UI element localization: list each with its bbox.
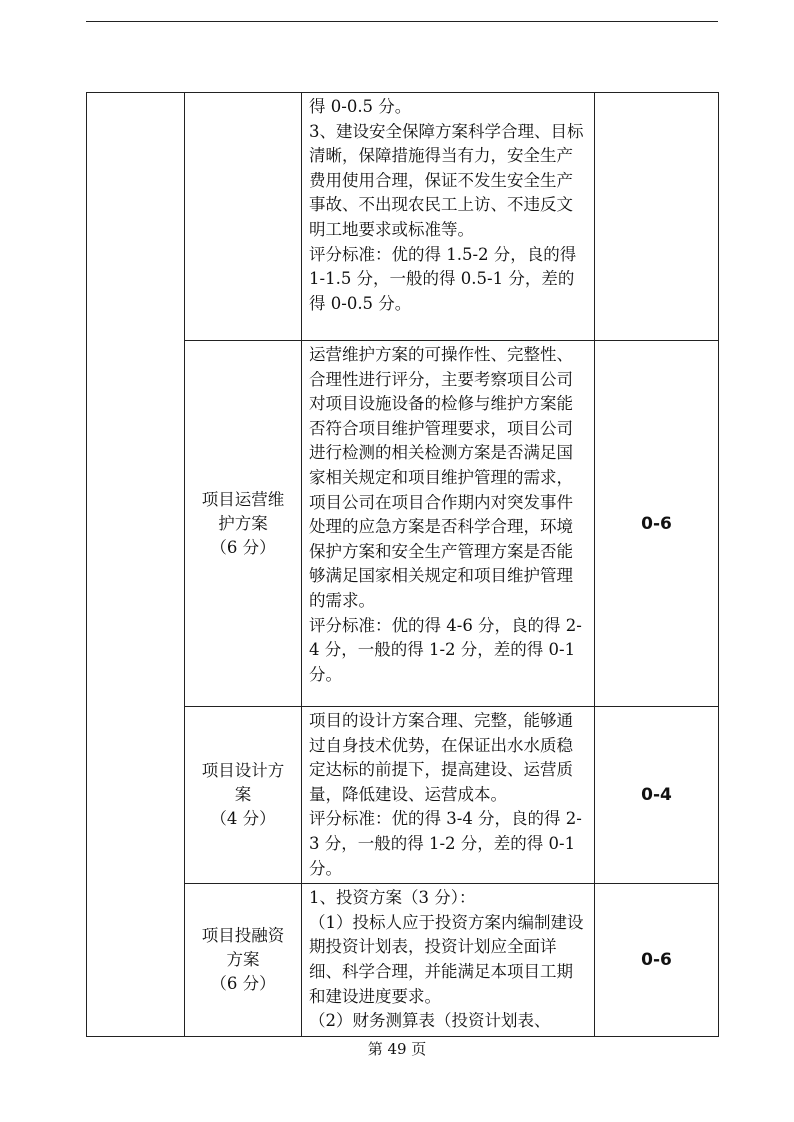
- content-paragraph: 评分标准：优的得 4-6 分，良的得 2-4 分，一般的得 1-2 分，差的得 0-1 分。: [309, 615, 582, 684]
- criterion-line: 方案: [226, 949, 260, 969]
- score-cell: 0-6: [595, 341, 719, 707]
- criterion-line: （6 分）: [210, 973, 276, 993]
- page-number: 第 49 页: [367, 1040, 427, 1058]
- criterion-cell: [185, 341, 302, 707]
- criterion-cell: [185, 707, 302, 884]
- content-cell: [302, 341, 595, 707]
- content-paragraph: 1、投资方案（3 分）：: [309, 888, 476, 908]
- criterion-cell: [185, 93, 302, 341]
- table-row: [87, 93, 719, 341]
- criterion-line: 项目投融资: [201, 925, 285, 945]
- score-cell: 0-6: [595, 884, 719, 1037]
- content-paragraph: （2）财务测算表（投资计划表、: [309, 1011, 551, 1031]
- content-paragraph: 3、建设安全保障方案科学合理、目标清晰，保障措施得当有力，安全生产费用使用合理，保证不发生安全生产事故、不出现农民工上访、不违反文明工地要求或标准等。: [309, 121, 584, 239]
- score-cell: 0-4: [595, 707, 719, 884]
- criterion-line: 项目设计方: [201, 761, 285, 781]
- criterion-line: 案: [234, 785, 252, 805]
- criterion-line: 项目运营维: [201, 489, 285, 509]
- content-paragraph: 得 0-0.5 分。: [309, 97, 412, 116]
- content-paragraph: 运营维护方案的可操作性、完整性、合理性进行评分，主要考察项目公司对项目设施设备的检修与维护方案能否符合项目维护管理要求，项目公司进行检测的相关检测方案是否满足国家相关规定和项目维护管理的需求，项目公司在项目合作期内对突发事件处理的应急方案是否科学合理，环境保护方案和安全生产管理方案是否能够满足国家相关规定和项目维护管理的需求。: [309, 345, 573, 610]
- content-cell: [302, 93, 595, 341]
- category-cell: [87, 93, 185, 1037]
- criterion-line: 护方案: [218, 513, 268, 533]
- criterion-line: （6 分）: [210, 537, 276, 557]
- header-rule: [86, 21, 718, 22]
- content-cell: [302, 884, 595, 1037]
- content-paragraph: 评分标准：优的得 1.5-2 分，良的得 1-1.5 分，一般的得 0.5-1 分，差的得 0-0.5 分。: [309, 244, 582, 313]
- content-paragraph: 项目的设计方案合理、完整，能够通过自身技术优势，在保证出水水质稳定达标的前提下，提高建设、运营质量，降低建设、运营成本。: [309, 711, 573, 804]
- content-paragraph: （1）投标人应于投资方案内编制建设期投资计划表，投资计划应全面详细、科学合理，并能满足本项目工期和建设进度要求。: [309, 912, 584, 1006]
- content-cell: [302, 707, 595, 884]
- scoring-table: [86, 92, 719, 1037]
- criterion-line: （4 分）: [210, 809, 276, 829]
- score-cell: [595, 93, 719, 341]
- content-paragraph: 评分标准：优的得 3-4 分，良的得 2-3 分，一般的得 1-2 分，差的得 0-1 分。: [309, 809, 582, 878]
- criterion-cell: [185, 884, 302, 1037]
